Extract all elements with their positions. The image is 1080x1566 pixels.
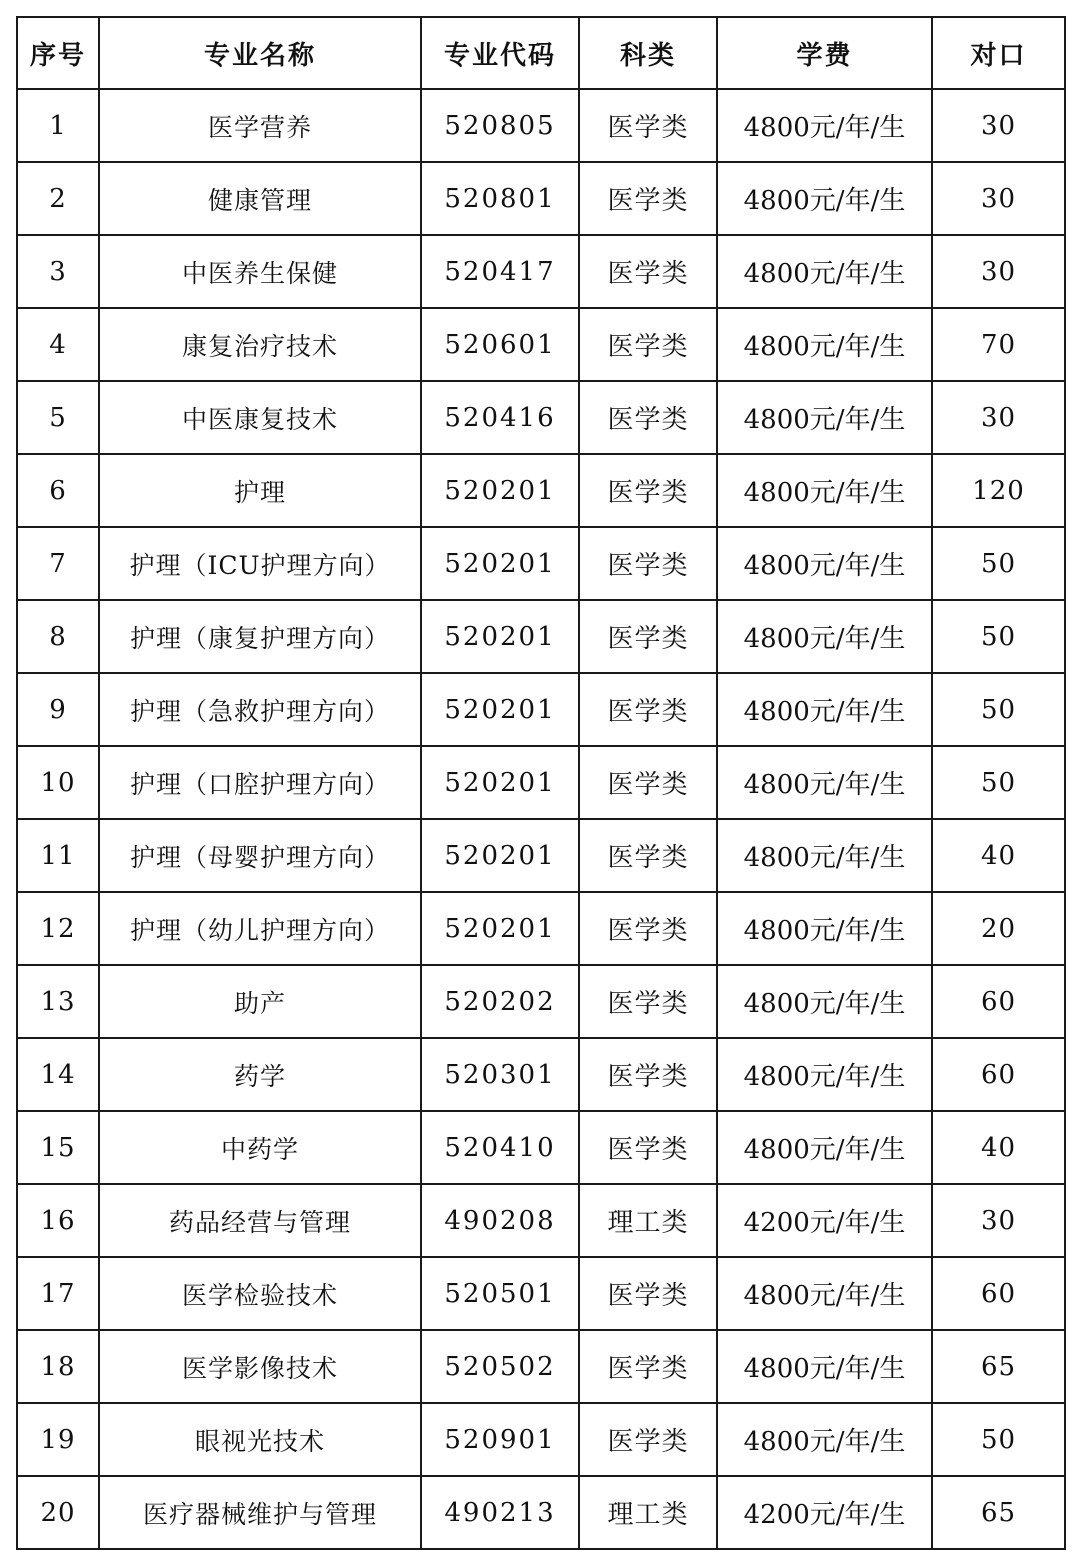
cell-major-code: 520201 — [421, 673, 579, 746]
cell-index: 19 — [17, 1403, 99, 1476]
cell-index: 9 — [17, 673, 99, 746]
cell-quota: 120 — [932, 454, 1065, 527]
table-row — [17, 746, 1065, 819]
cell-major-code: 520416 — [421, 381, 579, 454]
cell-category: 医学类 — [579, 1111, 717, 1184]
table-row — [17, 1111, 1065, 1184]
cell-category: 医学类 — [579, 965, 717, 1038]
cell-major-name: 护理（康复护理方向） — [99, 600, 421, 673]
header-index: 序号 — [17, 17, 99, 89]
cell-major-code: 520601 — [421, 308, 579, 381]
cell-quota: 65 — [932, 1330, 1065, 1403]
cell-index: 17 — [17, 1257, 99, 1330]
cell-quota: 30 — [932, 162, 1065, 235]
cell-tuition: 4800元/年/生 — [717, 89, 932, 162]
cell-major-name: 健康管理 — [99, 162, 421, 235]
cell-major-code: 520201 — [421, 746, 579, 819]
cell-tuition: 4800元/年/生 — [717, 746, 932, 819]
table-header-row — [17, 17, 1065, 89]
cell-index: 5 — [17, 381, 99, 454]
cell-category: 医学类 — [579, 527, 717, 600]
table-body — [17, 89, 1065, 1549]
cell-major-code: 520801 — [421, 162, 579, 235]
table-row — [17, 1330, 1065, 1403]
cell-category: 医学类 — [579, 162, 717, 235]
cell-index: 20 — [17, 1476, 99, 1549]
table-row — [17, 162, 1065, 235]
cell-major-code: 520901 — [421, 1403, 579, 1476]
cell-category: 医学类 — [579, 892, 717, 965]
cell-index: 12 — [17, 892, 99, 965]
cell-major-name: 医学影像技术 — [99, 1330, 421, 1403]
cell-category: 医学类 — [579, 600, 717, 673]
cell-quota: 60 — [932, 1038, 1065, 1111]
header-major-code: 专业代码 — [421, 17, 579, 89]
cell-category: 医学类 — [579, 1403, 717, 1476]
cell-quota: 40 — [932, 1111, 1065, 1184]
cell-major-code: 520201 — [421, 892, 579, 965]
cell-tuition: 4800元/年/生 — [717, 1038, 932, 1111]
cell-tuition: 4800元/年/生 — [717, 1111, 932, 1184]
table-row — [17, 819, 1065, 892]
table-row — [17, 1257, 1065, 1330]
cell-tuition: 4800元/年/生 — [717, 673, 932, 746]
cell-index: 6 — [17, 454, 99, 527]
cell-major-name: 医疗器械维护与管理 — [99, 1476, 421, 1549]
cell-category: 医学类 — [579, 235, 717, 308]
cell-quota: 30 — [932, 1184, 1065, 1257]
cell-tuition: 4800元/年/生 — [717, 162, 932, 235]
table-row — [17, 892, 1065, 965]
cell-major-name: 康复治疗技术 — [99, 308, 421, 381]
cell-index: 7 — [17, 527, 99, 600]
table-row — [17, 527, 1065, 600]
table-row — [17, 1184, 1065, 1257]
cell-category: 理工类 — [579, 1184, 717, 1257]
table-row — [17, 600, 1065, 673]
header-category: 科类 — [579, 17, 717, 89]
cell-major-name: 护理 — [99, 454, 421, 527]
cell-major-name: 助产 — [99, 965, 421, 1038]
cell-tuition: 4800元/年/生 — [717, 454, 932, 527]
cell-major-code: 520410 — [421, 1111, 579, 1184]
cell-tuition: 4800元/年/生 — [717, 527, 932, 600]
cell-index: 18 — [17, 1330, 99, 1403]
cell-tuition: 4800元/年/生 — [717, 1257, 932, 1330]
cell-index: 11 — [17, 819, 99, 892]
cell-quota: 50 — [932, 1403, 1065, 1476]
cell-tuition: 4800元/年/生 — [717, 235, 932, 308]
table-row — [17, 235, 1065, 308]
cell-quota: 50 — [932, 527, 1065, 600]
cell-index: 15 — [17, 1111, 99, 1184]
cell-major-code: 520201 — [421, 819, 579, 892]
cell-quota: 40 — [932, 819, 1065, 892]
cell-major-name: 护理（ICU护理方向） — [99, 527, 421, 600]
cell-major-code: 520502 — [421, 1330, 579, 1403]
cell-major-name: 眼视光技术 — [99, 1403, 421, 1476]
cell-major-code: 520301 — [421, 1038, 579, 1111]
cell-tuition: 4800元/年/生 — [717, 381, 932, 454]
table-row — [17, 965, 1065, 1038]
cell-tuition: 4200元/年/生 — [717, 1184, 932, 1257]
cell-quota: 70 — [932, 308, 1065, 381]
cell-category: 医学类 — [579, 1257, 717, 1330]
table-row — [17, 673, 1065, 746]
cell-category: 医学类 — [579, 1038, 717, 1111]
cell-major-name: 护理（口腔护理方向） — [99, 746, 421, 819]
cell-category: 理工类 — [579, 1476, 717, 1549]
cell-quota: 30 — [932, 235, 1065, 308]
cell-major-name: 医学营养 — [99, 89, 421, 162]
cell-quota: 50 — [932, 746, 1065, 819]
cell-major-code: 520201 — [421, 454, 579, 527]
cell-major-name: 医学检验技术 — [99, 1257, 421, 1330]
cell-major-name: 药品经营与管理 — [99, 1184, 421, 1257]
cell-index: 13 — [17, 965, 99, 1038]
table-row — [17, 381, 1065, 454]
cell-quota: 60 — [932, 965, 1065, 1038]
cell-index: 2 — [17, 162, 99, 235]
cell-quota: 50 — [932, 600, 1065, 673]
table-row — [17, 1038, 1065, 1111]
cell-tuition: 4800元/年/生 — [717, 819, 932, 892]
cell-quota: 30 — [932, 381, 1065, 454]
cell-tuition: 4800元/年/生 — [717, 308, 932, 381]
cell-major-code: 520417 — [421, 235, 579, 308]
cell-index: 3 — [17, 235, 99, 308]
cell-major-name: 药学 — [99, 1038, 421, 1111]
majors-table — [16, 16, 1066, 1550]
cell-category: 医学类 — [579, 454, 717, 527]
cell-index: 8 — [17, 600, 99, 673]
cell-tuition: 4800元/年/生 — [717, 965, 932, 1038]
table-row — [17, 454, 1065, 527]
cell-quota: 20 — [932, 892, 1065, 965]
cell-tuition: 4800元/年/生 — [717, 892, 932, 965]
cell-tuition: 4800元/年/生 — [717, 600, 932, 673]
cell-tuition: 4800元/年/生 — [717, 1330, 932, 1403]
table-row — [17, 308, 1065, 381]
header-major-name: 专业名称 — [99, 17, 421, 89]
table-row — [17, 1476, 1065, 1549]
cell-index: 1 — [17, 89, 99, 162]
cell-category: 医学类 — [579, 819, 717, 892]
cell-category: 医学类 — [579, 673, 717, 746]
table-row — [17, 1403, 1065, 1476]
cell-major-code: 490208 — [421, 1184, 579, 1257]
cell-index: 16 — [17, 1184, 99, 1257]
cell-category: 医学类 — [579, 308, 717, 381]
cell-major-code: 490213 — [421, 1476, 579, 1549]
cell-index: 14 — [17, 1038, 99, 1111]
header-tuition: 学费 — [717, 17, 932, 89]
cell-category: 医学类 — [579, 746, 717, 819]
cell-major-name: 中医康复技术 — [99, 381, 421, 454]
cell-major-code: 520501 — [421, 1257, 579, 1330]
cell-major-code: 520201 — [421, 527, 579, 600]
cell-major-code: 520202 — [421, 965, 579, 1038]
header-quota: 对口 — [932, 17, 1065, 89]
cell-quota: 50 — [932, 673, 1065, 746]
cell-quota: 60 — [932, 1257, 1065, 1330]
cell-tuition: 4800元/年/生 — [717, 1403, 932, 1476]
table-row — [17, 89, 1065, 162]
cell-major-name: 中医养生保健 — [99, 235, 421, 308]
cell-quota: 65 — [932, 1476, 1065, 1549]
cell-major-code: 520805 — [421, 89, 579, 162]
cell-major-name: 护理（幼儿护理方向） — [99, 892, 421, 965]
cell-tuition: 4200元/年/生 — [717, 1476, 932, 1549]
cell-quota: 30 — [932, 89, 1065, 162]
cell-category: 医学类 — [579, 89, 717, 162]
cell-category: 医学类 — [579, 381, 717, 454]
cell-index: 10 — [17, 746, 99, 819]
cell-category: 医学类 — [579, 1330, 717, 1403]
cell-major-name: 护理（母婴护理方向） — [99, 819, 421, 892]
cell-major-code: 520201 — [421, 600, 579, 673]
cell-major-name: 中药学 — [99, 1111, 421, 1184]
cell-major-name: 护理（急救护理方向） — [99, 673, 421, 746]
cell-index: 4 — [17, 308, 99, 381]
